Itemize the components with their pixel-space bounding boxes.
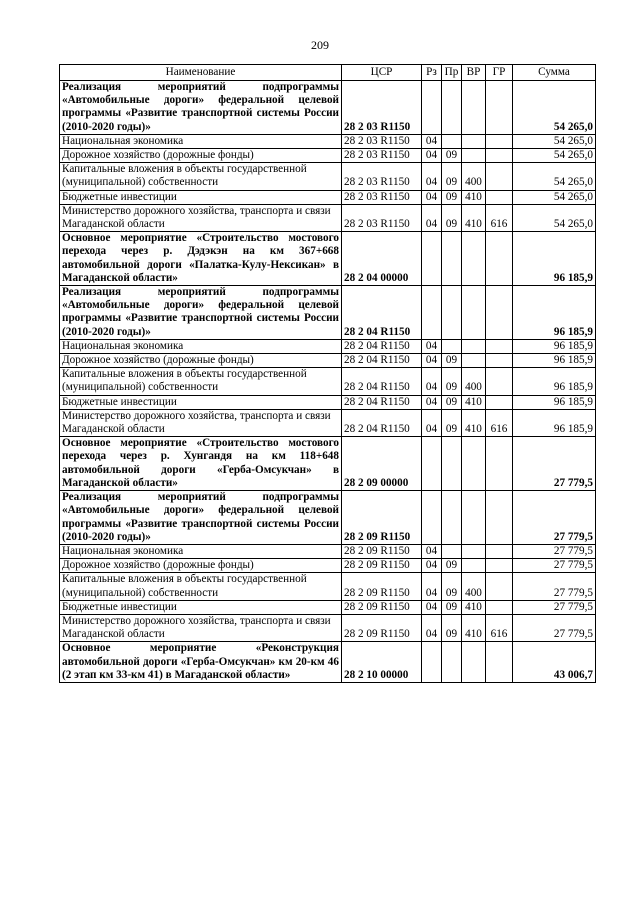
cell-pr: 09 <box>442 354 462 368</box>
cell-sum: 27 779,5 <box>513 437 596 491</box>
cell-sum: 27 779,5 <box>513 573 596 600</box>
page-number: 209 <box>311 38 329 52</box>
cell-pr: 09 <box>442 600 462 614</box>
cell-vr <box>462 544 486 558</box>
table-row <box>60 81 596 135</box>
cell-vr <box>462 491 486 545</box>
cell-csr: 28 2 09 00000 <box>342 437 422 491</box>
cell-gr: 616 <box>486 409 513 436</box>
cell-vr <box>462 354 486 368</box>
cell-vr <box>462 232 486 286</box>
header-name: Наименование <box>60 65 342 81</box>
table-row <box>60 642 596 683</box>
cell-vr <box>462 559 486 573</box>
cell-gr <box>486 149 513 163</box>
cell-sum: 96 185,9 <box>513 354 596 368</box>
header-vr: ВР <box>462 65 486 81</box>
cell-pr: 09 <box>442 204 462 231</box>
cell-vr <box>462 642 486 683</box>
cell-rz: 04 <box>422 204 442 231</box>
cell-gr <box>486 642 513 683</box>
table-row <box>60 232 596 286</box>
cell-name: Министерство дорожного хозяйства, транспорта и связи Магаданской области <box>60 614 342 641</box>
cell-sum: 27 779,5 <box>513 614 596 641</box>
table-row <box>60 286 596 340</box>
cell-pr <box>442 232 462 286</box>
cell-vr: 410 <box>462 614 486 641</box>
table-row <box>60 437 596 491</box>
table-header-row <box>60 65 596 81</box>
cell-rz <box>422 81 442 135</box>
table-row <box>60 600 596 614</box>
cell-vr <box>462 134 486 148</box>
cell-sum: 27 779,5 <box>513 491 596 545</box>
cell-gr <box>486 163 513 190</box>
cell-gr <box>486 81 513 135</box>
cell-rz: 04 <box>422 190 442 204</box>
cell-vr: 410 <box>462 409 486 436</box>
cell-pr: 09 <box>442 368 462 395</box>
table-row <box>60 163 596 190</box>
table-row <box>60 491 596 545</box>
cell-gr <box>486 339 513 353</box>
cell-name: Министерство дорожного хозяйства, транспорта и связи Магаданской области <box>60 409 342 436</box>
table-row <box>60 368 596 395</box>
cell-sum: 54 265,0 <box>513 149 596 163</box>
cell-vr <box>462 286 486 340</box>
budget-table <box>59 64 596 683</box>
header-rz: Рз <box>422 65 442 81</box>
cell-name: Капитальные вложения в объекты государственной (муниципальной) собственности <box>60 368 342 395</box>
cell-rz: 04 <box>422 368 442 395</box>
cell-rz: 04 <box>422 573 442 600</box>
table-row <box>60 614 596 641</box>
cell-name: Реализация мероприятий подпрограммы «Автомобильные дороги» федеральной целевой программы «Развитие транспортной системы России (2010-2020 годы)» <box>60 286 342 340</box>
cell-csr: 28 2 09 R1150 <box>342 559 422 573</box>
cell-pr <box>442 642 462 683</box>
cell-csr: 28 2 03 R1150 <box>342 190 422 204</box>
cell-csr: 28 2 04 R1150 <box>342 286 422 340</box>
cell-sum: 96 185,9 <box>513 409 596 436</box>
cell-name: Бюджетные инвестиции <box>60 395 342 409</box>
cell-pr: 09 <box>442 559 462 573</box>
cell-name: Министерство дорожного хозяйства, транспорта и связи Магаданской области <box>60 204 342 231</box>
table-row <box>60 339 596 353</box>
cell-vr: 410 <box>462 190 486 204</box>
cell-gr: 616 <box>486 204 513 231</box>
cell-name: Капитальные вложения в объекты государственной (муниципальной) собственности <box>60 163 342 190</box>
cell-csr: 28 2 04 R1150 <box>342 409 422 436</box>
cell-gr: 616 <box>486 614 513 641</box>
cell-pr <box>442 491 462 545</box>
table-row <box>60 204 596 231</box>
header-sum: Сумма <box>513 65 596 81</box>
cell-name: Реализация мероприятий подпрограммы «Автомобильные дороги» федеральной целевой программы «Развитие транспортной системы России (2010-2020 годы)» <box>60 491 342 545</box>
cell-rz <box>422 286 442 340</box>
cell-rz: 04 <box>422 134 442 148</box>
cell-rz: 04 <box>422 409 442 436</box>
cell-gr <box>486 600 513 614</box>
cell-gr <box>486 134 513 148</box>
cell-name: Национальная экономика <box>60 339 342 353</box>
cell-pr <box>442 544 462 558</box>
cell-gr <box>486 395 513 409</box>
table-row <box>60 149 596 163</box>
cell-vr: 410 <box>462 395 486 409</box>
cell-csr: 28 2 03 R1150 <box>342 204 422 231</box>
cell-vr: 400 <box>462 163 486 190</box>
cell-sum: 96 185,9 <box>513 339 596 353</box>
header-pr: Пр <box>442 65 462 81</box>
cell-name: Капитальные вложения в объекты государственной (муниципальной) собственности <box>60 573 342 600</box>
table-row <box>60 134 596 148</box>
cell-rz: 04 <box>422 614 442 641</box>
cell-pr: 09 <box>442 614 462 641</box>
header-csr: ЦСР <box>342 65 422 81</box>
cell-vr: 410 <box>462 204 486 231</box>
cell-gr <box>486 190 513 204</box>
cell-rz: 04 <box>422 339 442 353</box>
cell-csr: 28 2 04 R1150 <box>342 339 422 353</box>
cell-csr: 28 2 09 R1150 <box>342 573 422 600</box>
cell-rz: 04 <box>422 544 442 558</box>
cell-csr: 28 2 03 R1150 <box>342 134 422 148</box>
cell-name: Реализация мероприятий подпрограммы «Автомобильные дороги» федеральной целевой программы «Развитие транспортной системы России (2010-2020 годы)» <box>60 81 342 135</box>
cell-rz <box>422 642 442 683</box>
cell-pr: 09 <box>442 149 462 163</box>
cell-pr <box>442 134 462 148</box>
cell-sum: 96 185,9 <box>513 395 596 409</box>
table-row <box>60 573 596 600</box>
cell-sum: 54 265,0 <box>513 81 596 135</box>
cell-name: Основное мероприятие «Строительство мостового перехода через р. Хунгандя на км 118+648 автомобильной дороги «Герба-Омсукчан» в Магаданской области» <box>60 437 342 491</box>
cell-vr <box>462 149 486 163</box>
cell-sum: 54 265,0 <box>513 134 596 148</box>
cell-csr: 28 2 04 R1150 <box>342 354 422 368</box>
cell-gr <box>486 354 513 368</box>
cell-rz: 04 <box>422 163 442 190</box>
cell-gr <box>486 286 513 340</box>
cell-rz: 04 <box>422 600 442 614</box>
cell-sum: 27 779,5 <box>513 559 596 573</box>
cell-pr: 09 <box>442 163 462 190</box>
cell-rz: 04 <box>422 559 442 573</box>
cell-sum: 54 265,0 <box>513 163 596 190</box>
cell-sum: 96 185,9 <box>513 232 596 286</box>
cell-pr: 09 <box>442 573 462 600</box>
cell-pr <box>442 339 462 353</box>
table-row <box>60 544 596 558</box>
cell-name: Национальная экономика <box>60 134 342 148</box>
header-gr: ГР <box>486 65 513 81</box>
cell-rz <box>422 491 442 545</box>
cell-vr: 400 <box>462 368 486 395</box>
cell-gr <box>486 368 513 395</box>
cell-pr: 09 <box>442 395 462 409</box>
table-row <box>60 409 596 436</box>
cell-csr: 28 2 10 00000 <box>342 642 422 683</box>
cell-gr <box>486 437 513 491</box>
cell-name: Дорожное хозяйство (дорожные фонды) <box>60 559 342 573</box>
cell-vr <box>462 339 486 353</box>
cell-vr <box>462 81 486 135</box>
cell-name: Бюджетные инвестиции <box>60 190 342 204</box>
cell-csr: 28 2 04 R1150 <box>342 395 422 409</box>
cell-sum: 96 185,9 <box>513 368 596 395</box>
cell-sum: 43 006,7 <box>513 642 596 683</box>
cell-sum: 54 265,0 <box>513 190 596 204</box>
cell-rz <box>422 437 442 491</box>
cell-gr <box>486 559 513 573</box>
cell-csr: 28 2 09 R1150 <box>342 600 422 614</box>
cell-csr: 28 2 04 00000 <box>342 232 422 286</box>
table-row <box>60 559 596 573</box>
cell-pr <box>442 286 462 340</box>
cell-rz: 04 <box>422 395 442 409</box>
cell-pr: 09 <box>442 409 462 436</box>
cell-name: Национальная экономика <box>60 544 342 558</box>
cell-pr: 09 <box>442 190 462 204</box>
cell-name: Дорожное хозяйство (дорожные фонды) <box>60 354 342 368</box>
cell-csr: 28 2 09 R1150 <box>342 614 422 641</box>
cell-pr <box>442 81 462 135</box>
table-row <box>60 395 596 409</box>
cell-gr <box>486 232 513 286</box>
cell-csr: 28 2 09 R1150 <box>342 491 422 545</box>
table-row <box>60 190 596 204</box>
cell-csr: 28 2 03 R1150 <box>342 81 422 135</box>
cell-csr: 28 2 09 R1150 <box>342 544 422 558</box>
cell-sum: 27 779,5 <box>513 544 596 558</box>
cell-sum: 54 265,0 <box>513 204 596 231</box>
cell-vr: 410 <box>462 600 486 614</box>
cell-rz: 04 <box>422 354 442 368</box>
table-row <box>60 354 596 368</box>
cell-name: Основное мероприятие «Строительство мостового перехода через р. Дэдэкэн на км 367+668 автомобильной дороги «Палатка-Кулу-Нексикан» в Магаданской области» <box>60 232 342 286</box>
cell-rz <box>422 232 442 286</box>
cell-gr <box>486 491 513 545</box>
cell-csr: 28 2 03 R1150 <box>342 149 422 163</box>
cell-csr: 28 2 04 R1150 <box>342 368 422 395</box>
cell-csr: 28 2 03 R1150 <box>342 163 422 190</box>
cell-name: Основное мероприятие «Реконструкция автомобильной дороги «Герба-Омсукчан» км 20-км 46 (2 этап км 33-км 41) в Магаданской области» <box>60 642 342 683</box>
cell-name: Дорожное хозяйство (дорожные фонды) <box>60 149 342 163</box>
cell-vr: 400 <box>462 573 486 600</box>
cell-rz: 04 <box>422 149 442 163</box>
cell-name: Бюджетные инвестиции <box>60 600 342 614</box>
cell-sum: 27 779,5 <box>513 600 596 614</box>
cell-gr <box>486 573 513 600</box>
cell-vr <box>462 437 486 491</box>
cell-sum: 96 185,9 <box>513 286 596 340</box>
cell-gr <box>486 544 513 558</box>
cell-pr <box>442 437 462 491</box>
